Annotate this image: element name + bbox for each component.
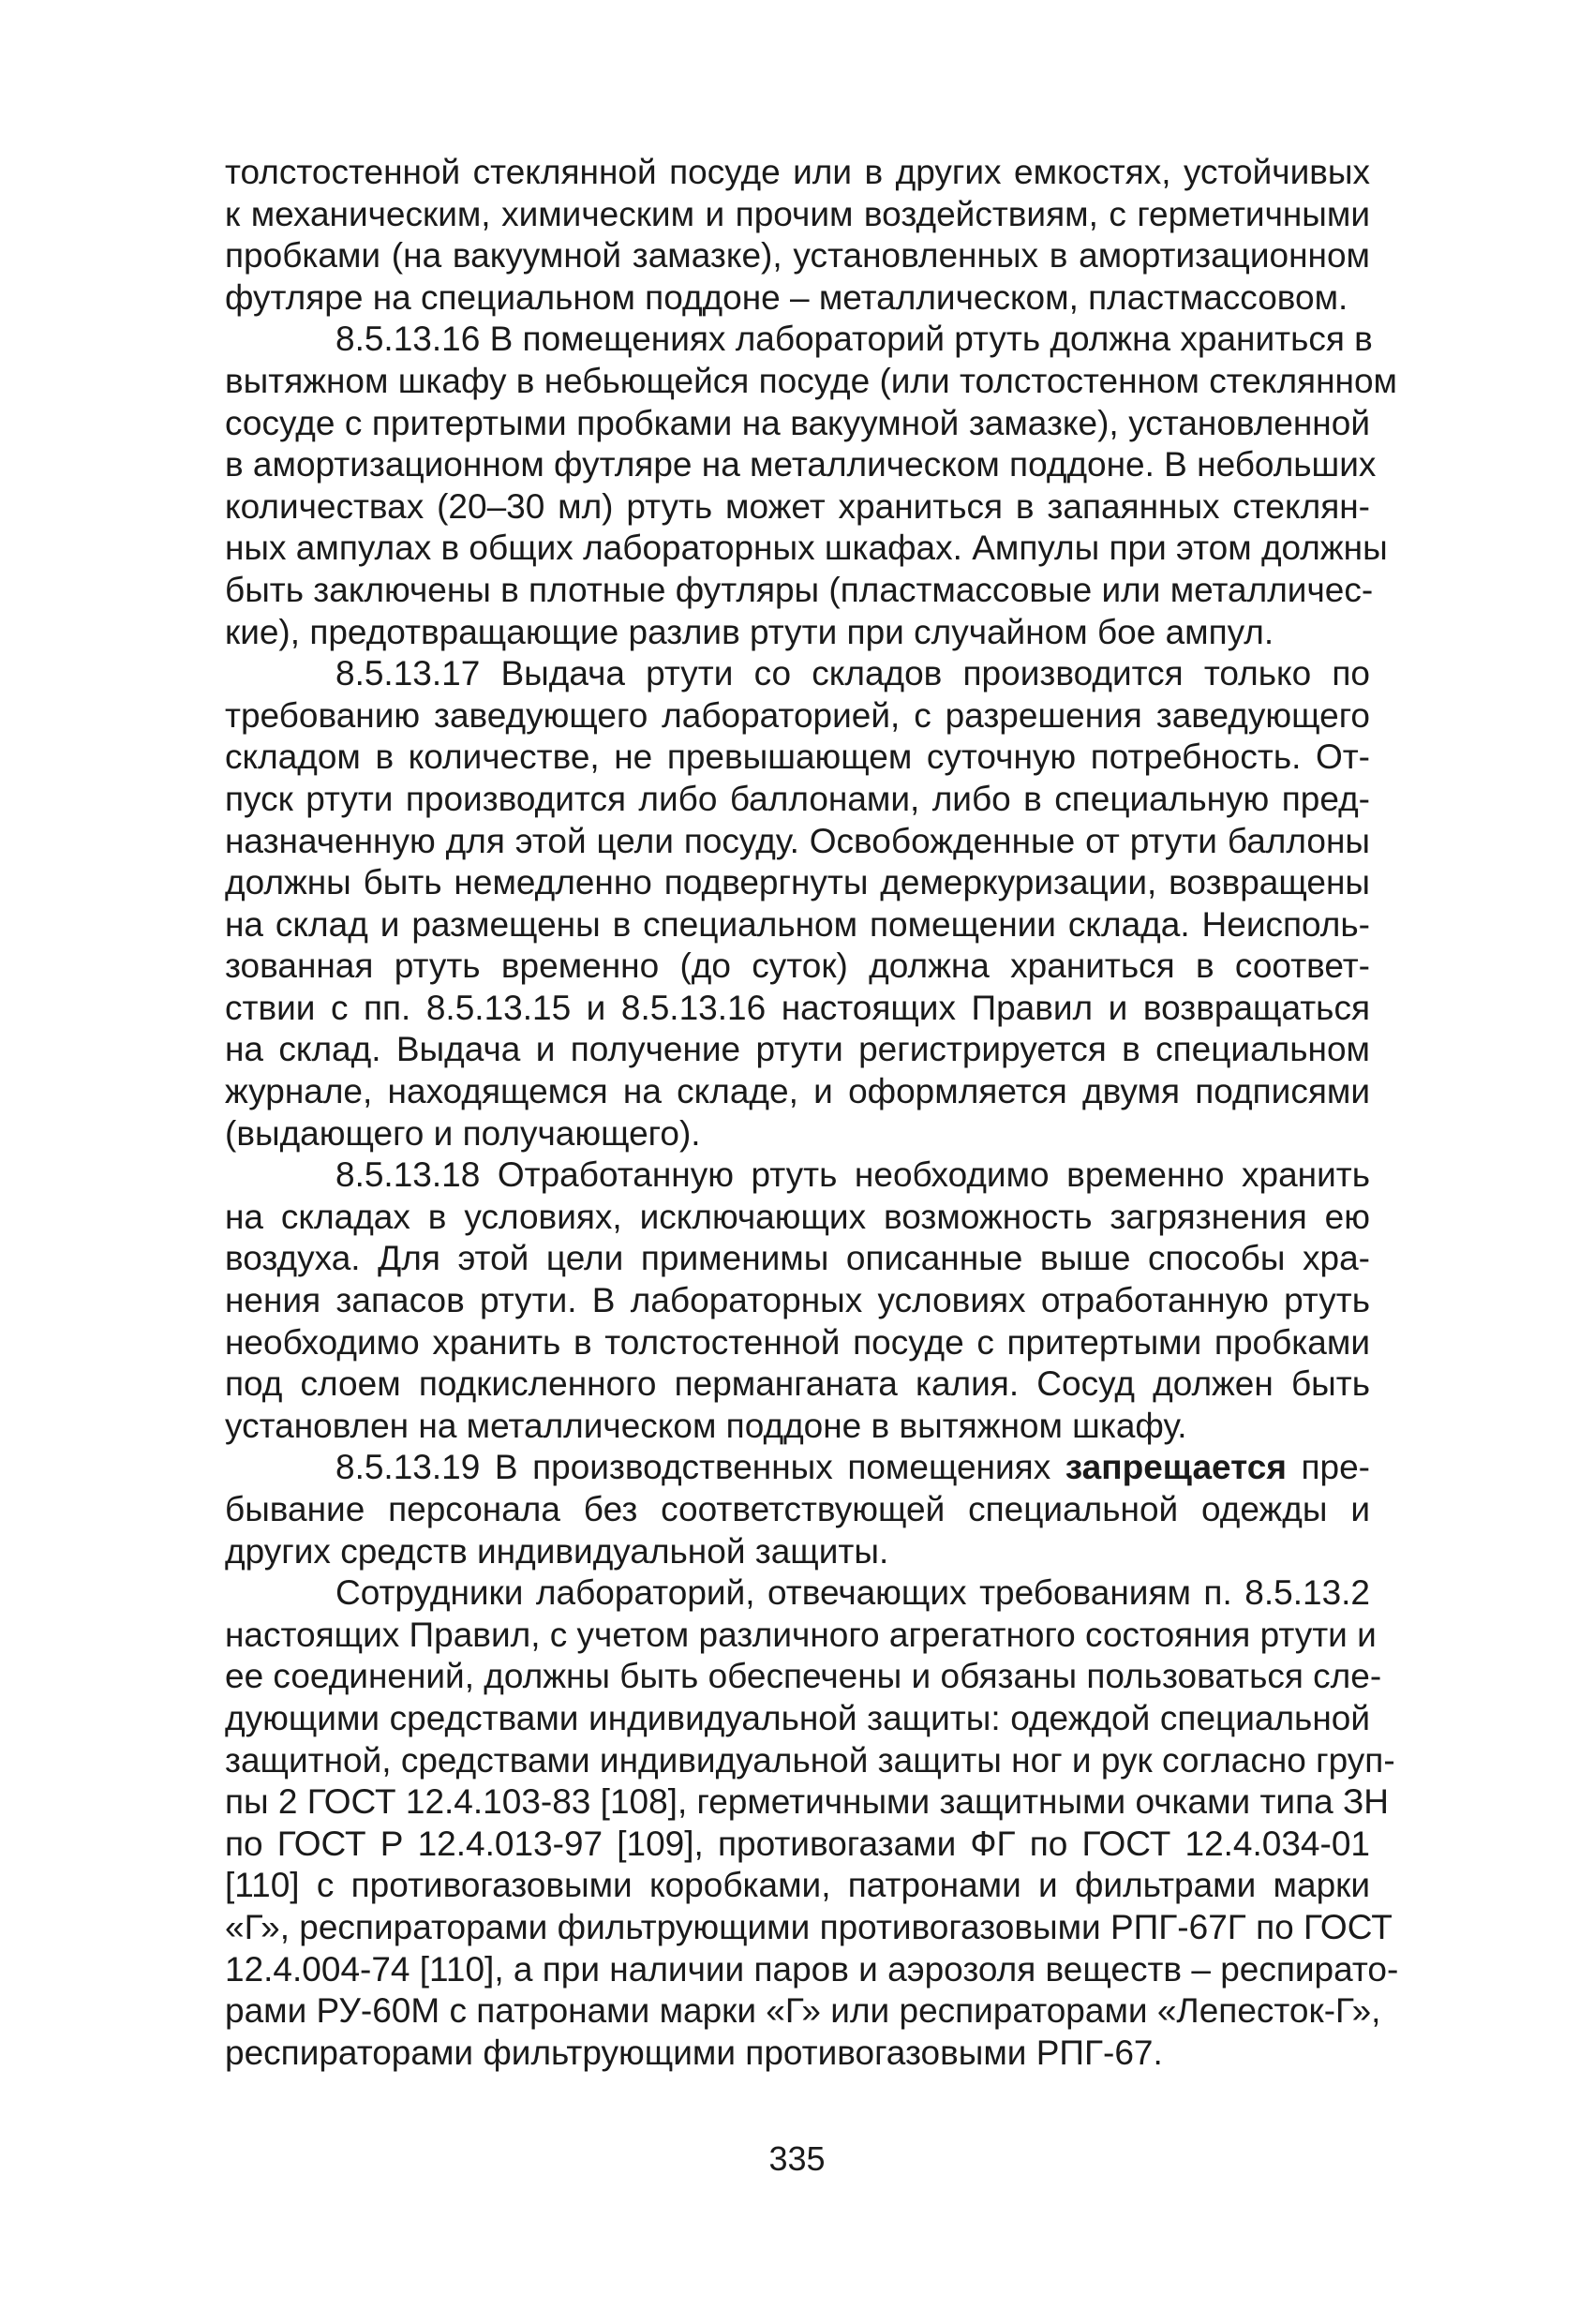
text-line: [110] с противогазовыми коробками, патронами и фильтрами марки [225, 1866, 1370, 1905]
text-line: под слоем подкисленного перманганата калия. Сосуд должен быть [225, 1364, 1370, 1404]
text-line: нения запасов ртути. В лабораторных условиях отработанную ртуть [225, 1281, 1370, 1320]
text-segment: 8.5.13.19 В производственных помещениях [335, 1448, 1065, 1487]
text-line: пуск ртути производится либо баллонами, либо в специальную пред- [225, 779, 1370, 818]
text-line: должны быть немедленно подвергнуты демеркуризации, возвращены [225, 863, 1370, 902]
text-line: необходимо хранить в толстостенной посуде с притертыми пробками [225, 1322, 1370, 1362]
text-line: ее соединений, должны быть обеспечены и обязаны пользоваться сле- [225, 1657, 1382, 1696]
text-line: количествах (20–30 мл) ртуть может храниться в запаянных стеклян- [225, 486, 1370, 526]
text-line: настоящих Правил, с учетом различного агрегатного состояния ртути и [225, 1615, 1377, 1654]
paragraph-continuation [225, 152, 1370, 319]
text-line: воздуха. Для этой цели применимы описанные выше способы хра- [225, 1239, 1370, 1278]
text-line: (выдающего и получающего). [225, 1113, 701, 1153]
text-line: складом в количестве, не превышающем суточную потребность. От- [225, 737, 1370, 777]
text-line: зованная ртуть временно (до суток) должна храниться в соответ- [225, 946, 1370, 986]
text-line: дующими средствами индивидуальной защиты: одеждой специальной [225, 1698, 1370, 1737]
text-line: кие), предотвращающие разлив ртути при случайном бое ампул. [225, 612, 1274, 651]
text-line: по ГОСТ Р 12.4.013-97 [109], противогазами ФГ по ГОСТ 12.4.034-01 [225, 1824, 1370, 1863]
text-line: ных ампулах в общих лабораторных шкафах. Ампулы при этом должны [225, 529, 1388, 568]
text-line: на складах в условиях, исключающих возможность загрязнения ею [225, 1197, 1370, 1236]
paragraph-8-5-13-16 [225, 319, 1397, 653]
page-number: 335 [768, 2139, 826, 2178]
text-line: установлен на металлическом поддоне в вытяжном шкафу. [225, 1406, 1187, 1445]
text-line: в амортизационном футляре на металлическом поддоне. В небольших [225, 445, 1377, 484]
text-line: быть заключены в плотные футляры (пластмассовые или металличес- [225, 570, 1374, 609]
text-line: на склад и размещены в специальном помещении склада. Неисполь- [225, 904, 1370, 944]
page-body [225, 152, 1399, 2074]
text-line: 12.4.004-74 [110], а при наличии паров и аэрозоля веществ – респирато- [225, 1949, 1399, 1989]
text-line: пробками (на вакуумной замазке), установленных в амортизационном [225, 236, 1370, 276]
text-line: толстостенной стеклянной посуде или в других емкостях, устойчивых [225, 153, 1370, 191]
text-line: Сотрудники лабораторий, отвечающих требованиям п. 8.5.13.2 [335, 1573, 1370, 1613]
paragraph-8-5-13-19 [225, 1447, 1370, 1572]
text-line: «Г», респираторами фильтрующими противогазовыми РПГ-67Г по ГОСТ [225, 1907, 1393, 1946]
text-line: журнале, находящемся на складе, и оформляется двумя подписями [225, 1072, 1370, 1111]
text-line: бывание персонала без соответствующей специальной одежды и [225, 1490, 1370, 1528]
text-line: футляре на специальном поддоне – металлическом, пластмассовом. [225, 277, 1348, 317]
text-line: требованию заведующего лабораторией, с разрешения заведующего [225, 695, 1370, 735]
text-line: других средств индивидуальной защиты. [225, 1531, 889, 1571]
paragraph-8-5-13-18 [225, 1155, 1370, 1447]
text-line: 8.5.13.16 В помещениях лабораторий ртуть должна храниться в [335, 320, 1373, 359]
text-line: рами РУ-60М с патронами марки «Г» или респираторами «Лепесток-Г», [225, 1991, 1381, 2031]
text-line: назначенную для этой цели посуду. Освобожденные от ртути баллоны [225, 821, 1370, 860]
text-line: 8.5.13.17 Выдача ртути со складов производится только по [335, 654, 1370, 693]
text-line: на склад. Выдача и получение ртути регистрируется в специальном [225, 1030, 1370, 1069]
text-line: респираторами фильтрующими противогазовыми РПГ-67. [225, 2033, 1163, 2072]
text-line: ствии с пп. 8.5.13.15 и 8.5.13.16 настоящих Правил и возвращаться [225, 988, 1370, 1027]
text-line: пы 2 ГОСТ 12.4.103-83 [108], герметичными защитными очками типа ЗН [225, 1782, 1390, 1822]
text-segment: пре- [1286, 1448, 1370, 1487]
text-line: к механическим, химическим и прочим воздействиям, с герметичными [225, 194, 1370, 233]
text-line: вытяжном шкафу в небьющейся посуде (или толстостенном стеклянном [225, 361, 1397, 400]
text-line: защитной, средствами индивидуальной защиты ног и рук согласно груп- [225, 1740, 1395, 1780]
text-line: сосуде с притертыми пробками на вакуумной замазке), установленной [225, 403, 1370, 442]
paragraph-8-5-13-17 [225, 653, 1370, 1155]
paragraph-staff-protection [225, 1572, 1399, 2074]
text-line-with-emphasis [225, 1447, 1370, 1489]
emphasis-prohibited: запрещается [1065, 1448, 1287, 1487]
text-line: 8.5.13.18 Отработанную ртуть необходимо временно хранить [335, 1155, 1370, 1195]
